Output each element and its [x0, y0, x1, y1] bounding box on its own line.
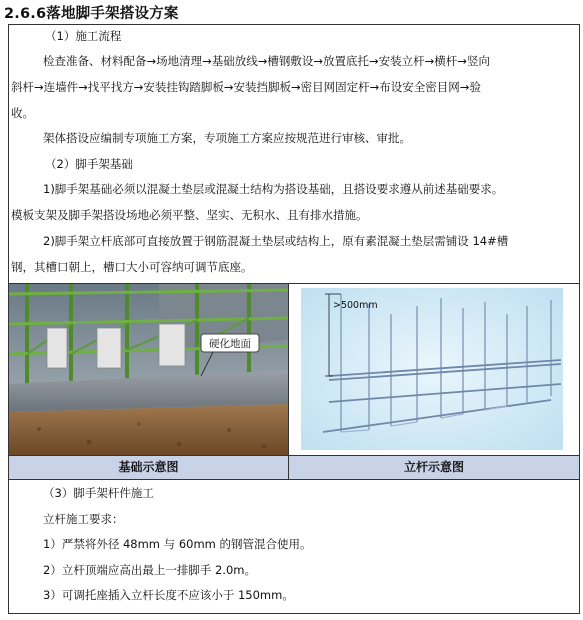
- section2-title: （2）脚手架基础: [45, 157, 133, 171]
- height-dimension-label: >500mm: [333, 300, 378, 311]
- foundation-diagram-cell: [9, 284, 289, 455]
- caption-row: [9, 456, 579, 480]
- flow-line-1: 检查准备、材料配备→场地清理→基础放线→槽钢敷设→放置底托→安装立杆→横杆→竖向: [43, 54, 490, 68]
- foundation-caption: 基础示意图: [9, 456, 289, 479]
- foundation-item2-line2: 钢，其槽口朝上，槽口大小可容纳可调节底座。: [11, 260, 253, 274]
- foundation-item1-line2: 模板支架及脚手架搭设场地必须平整、坚实、无积水、且有排水措施。: [11, 208, 368, 222]
- section-heading: 2.6.6落地脚手架搭设方案: [4, 6, 179, 22]
- flow-line-3: 收。: [11, 106, 34, 120]
- pole-caption: 立杆示意图: [403, 460, 464, 474]
- image-row: [9, 284, 579, 456]
- pole-requirement-2: 2）立杆顶端应高出最上一排脚手 2.0m。: [43, 563, 256, 577]
- pole-requirement-3: 3）可调托座插入立杆长度不应该小于 150mm。: [43, 588, 294, 602]
- content-table: [8, 24, 580, 614]
- top-text-cell: [9, 25, 579, 284]
- pole-illustration: [289, 284, 579, 455]
- hardened-ground-label: 硬化地面: [209, 338, 251, 350]
- pole-requirement-1: 1）严禁将外径 48mm 与 60mm 的钢管混合使用。: [43, 537, 312, 551]
- section1-title: （1）施工流程: [45, 29, 122, 43]
- foundation-item1-line1: 1)脚手架基础必须以混凝土垫层或混凝土结构为搭设基础，且搭设要求遵从前述基础要求。: [43, 182, 504, 196]
- section3-title: （3）脚手架杆件施工: [43, 486, 154, 500]
- pole-requirements-title: 立杆施工要求：: [43, 512, 124, 526]
- bottom-text-cell: [9, 480, 579, 620]
- foundation-illustration: [9, 284, 289, 455]
- flow-line-2: 斜杆→连墙件→找平找方→安装挂钩踏脚板→安装挡脚板→密目网固定杆→布设安全密目网→验: [11, 80, 481, 94]
- approval-note: 架体搭设应编制专项施工方案，专项施工方案应按规范进行审核、审批。: [43, 131, 411, 145]
- pole-diagram-cell: [289, 284, 579, 455]
- foundation-item2-line1: 2)脚手架立杆底部可直接放置于钢筋混凝土垫层或结构上，原有素混凝土垫层需铺设 14#槽: [43, 234, 509, 248]
